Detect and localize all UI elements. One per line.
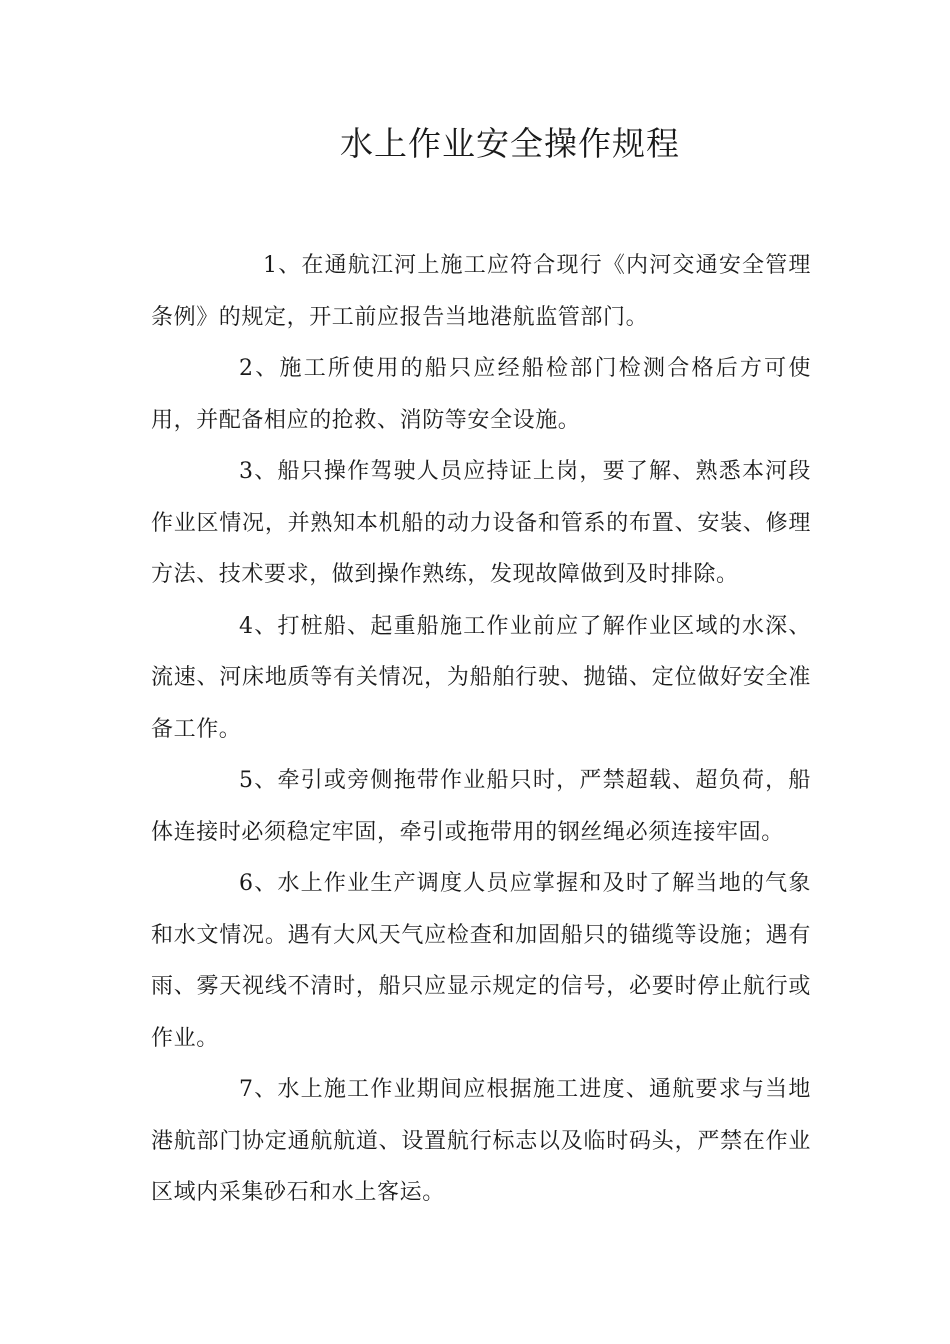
paragraph-1: 1、在通航江河上施工应符合现行《内河交通安全管理条例》的规定，开工前应报告当地港航监管部门。 — [151, 253, 811, 330]
paragraph-6: 6、水上作业生产调度人员应掌握和及时了解当地的气象和水文情况。遇有大风天气应检查和加固船只的锚缆等设施；遇有雨、雾天视线不清时，船只应显示规定的信号，必要时停止航行或作业。 — [151, 871, 811, 1051]
paragraph-7: 7、水上施工作业期间应根据施工进度、通航要求与当地港航部门协定通航航道、设置航行标志以及临时码头，严禁在作业区域内采集砂石和水上客运。 — [151, 1077, 811, 1205]
document-body — [151, 240, 811, 1219]
paragraph-5: 5、牵引或旁侧拖带作业船只时，严禁超载、超负荷，船体连接时必须稳定牢固，牵引或拖带用的钢丝绳必须连接牢固。 — [151, 768, 811, 845]
paragraph-3: 3、船只操作驾驶人员应持证上岗，要了解、熟悉本河段作业区情况，并熟知本机船的动力设备和管系的布置、安装、修理方法、技术要求，做到操作熟练，发现故障做到及时排除。 — [151, 459, 811, 587]
document-title: 水上作业安全操作规程 — [340, 124, 680, 163]
paragraph-4: 4、打桩船、起重船施工作业前应了解作业区域的水深、流速、河床地质等有关情况，为船舶行驶、抛锚、定位做好安全准备工作。 — [151, 613, 811, 742]
paragraph-2: 2、施工所使用的船只应经船检部门检测合格后方可使用，并配备相应的抢救、消防等安全设施。 — [151, 356, 811, 433]
